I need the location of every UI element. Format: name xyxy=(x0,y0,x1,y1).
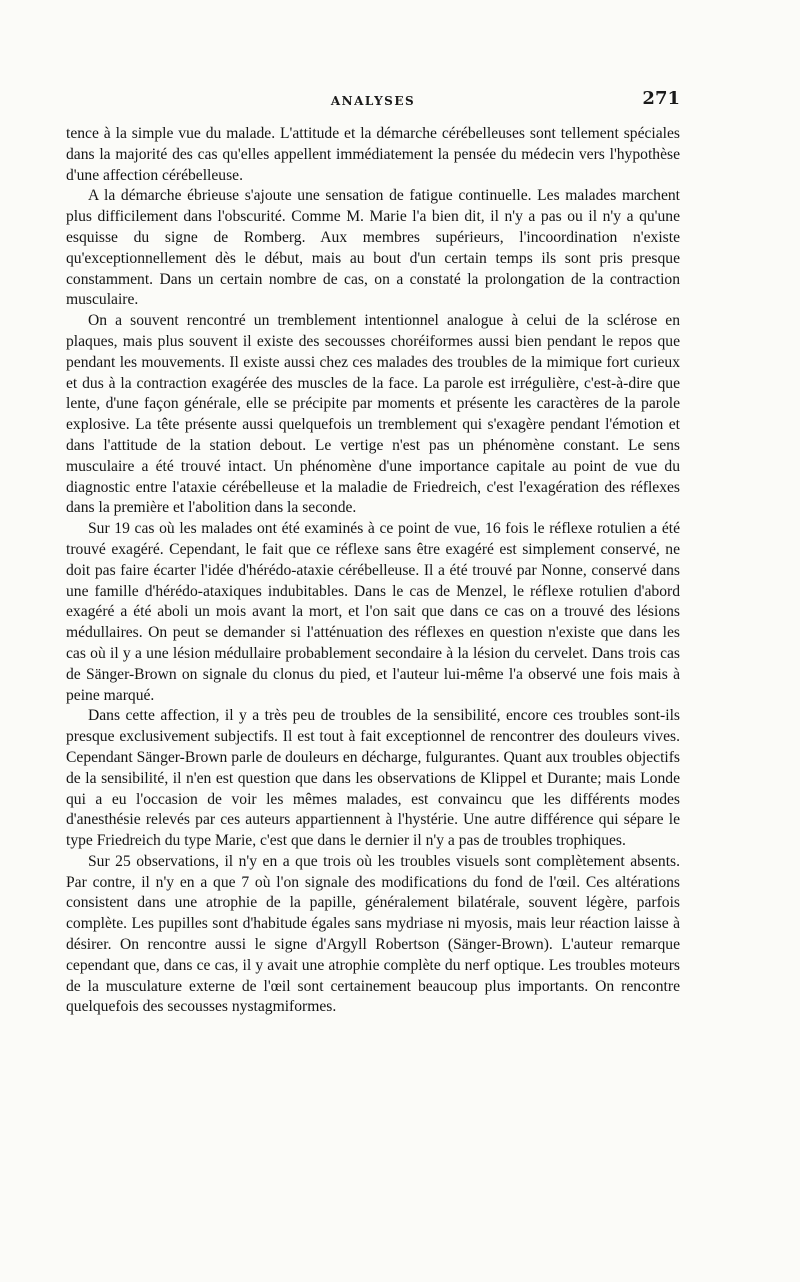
page-number: 271 xyxy=(642,88,680,109)
body-text xyxy=(66,124,680,1018)
paragraph-visual-troubles: Sur 25 observations, il n'y en a que trois où les troubles visuels sont complètement absents. Par contre, il n'y en a que 7 où l'on signale des modifications du fond de l'œil. Ces altérations consistent dans une atrophie de la papille, généralement bilatérale, souvent légère, parfois complète. Les pupilles sont d'habitude égales sans mydriase ni myosis, mais leur réaction laisse à désirer. On rencontre aussi le signe d'Argyll Robertson (Sänger-Brown). L'auteur remarque cependant que, dans ce cas, il y avait une atrophie complète du nerf optique. Les troubles moteurs de la musculature externe de l'œil sont certainement beaucoup plus importants. On rencontre quelquefois des secousses nystagmiformes. xyxy=(66,852,680,1016)
paragraph-tremor-reflexes: On a souvent rencontré un tremblement intentionnel analogue à celui de la sclérose en plaques, mais plus souvent il existe des secousses choréiformes aussi bien pendant le repos que pendant les mouvements. Il existe aussi chez ces malades des troubles de la mimique fort curieux et dus à la contraction exagérée des muscles de la face. La parole est irrégulière, c'est-à-dire que lente, d'une façon générale, elle se précipite par moments et présente les caractères de la parole explosive. La tête présente aussi quelquefois un tremblement qui s'exagère pendant l'émotion et dans l'attitude de la station debout. Le vertige n'est pas un phénomène constant. Le sens musculaire a été trouvé intact. Un phénomène d'une importance capitale au point de vue du diagnostic entre l'ataxie cérébelleuse et la maladie de Friedreich, c'est l'exagération des réflexes dans la première et l'abolition dans la seconde. xyxy=(66,312,680,517)
page-header xyxy=(66,88,680,118)
paragraph-gait-fatigue: A la démarche ébrieuse s'ajoute une sensation de fatigue continuelle. Les malades marchent plus difficilement dans l'obscurité. Comme M. Marie l'a bien dit, il n'y a pas ou il n'y a qu'une esquisse du signe de Romberg. Aux membres supérieurs, l'incoordination n'existe qu'exceptionnellement dès le début, mais au bout d'un certain temps ils sont pris presque constamment. Dans un certain nombre de cas, on a constaté la prolongation de la contraction musculaire. xyxy=(66,187,680,309)
paragraph-sensibility: Dans cette affection, il y a très peu de troubles de la sensibilité, encore ces troubles sont-ils presque exclusivement subjectifs. Il est tout à fait exceptionnel de rencontrer des douleurs vives. Cependant Sänger-Brown parle de douleurs en décharge, fulgurantes. Quant aux troubles objectifs de la sensibilité, il n'en est question que dans les observations de Klippel et Durante; mais Londe qui a eu l'occasion de voir les mêmes malades, est convaincu que les différents modes d'anesthésie relevés par ces auteurs appartiennent à l'hystérie. Une autre différence qui sépare le type Friedreich du type Marie, c'est que dans le dernier il n'y a pas de troubles trophiques. xyxy=(66,707,680,850)
paragraph-patellar-reflex: Sur 19 cas où les malades ont été examinés à ce point de vue, 16 fois le réflexe rotulien a été trouvé exagéré. Cependant, le fait que ce réflexe sans être exagéré est simplement conservé, ne doit pas faire écarter l'idée d'hérédo-ataxie cérébelleuse. Il a été trouvé par Nonne, conservé dans une famille d'hérédo-ataxiques indubitables. Dans le cas de Menzel, le réflexe rotulien d'abord exagéré a été aboli un mois avant la mort, et l'on sait que dans ce cas on a trouvé des lésions médullaires. On peut se demander si l'atténuation des réflexes en question n'existe que dans les cas où il y a une lésion médullaire probablement secondaire à la lésion du cervelet. Dans trois cas de Sänger-Brown on signale du clonus du pied, et l'auteur lui-même l'a observé une fois mais à peine marqué. xyxy=(66,520,680,704)
running-title: ANALYSES xyxy=(330,94,416,108)
paragraph-continued: tence à la simple vue du malade. L'attitude et la démarche cérébelleuses sont tellement spéciales dans la majorité des cas qu'elles appellent immédiatement la pensée du médecin vers l'hypothèse d'une affection cérébelleuse. xyxy=(66,125,680,184)
